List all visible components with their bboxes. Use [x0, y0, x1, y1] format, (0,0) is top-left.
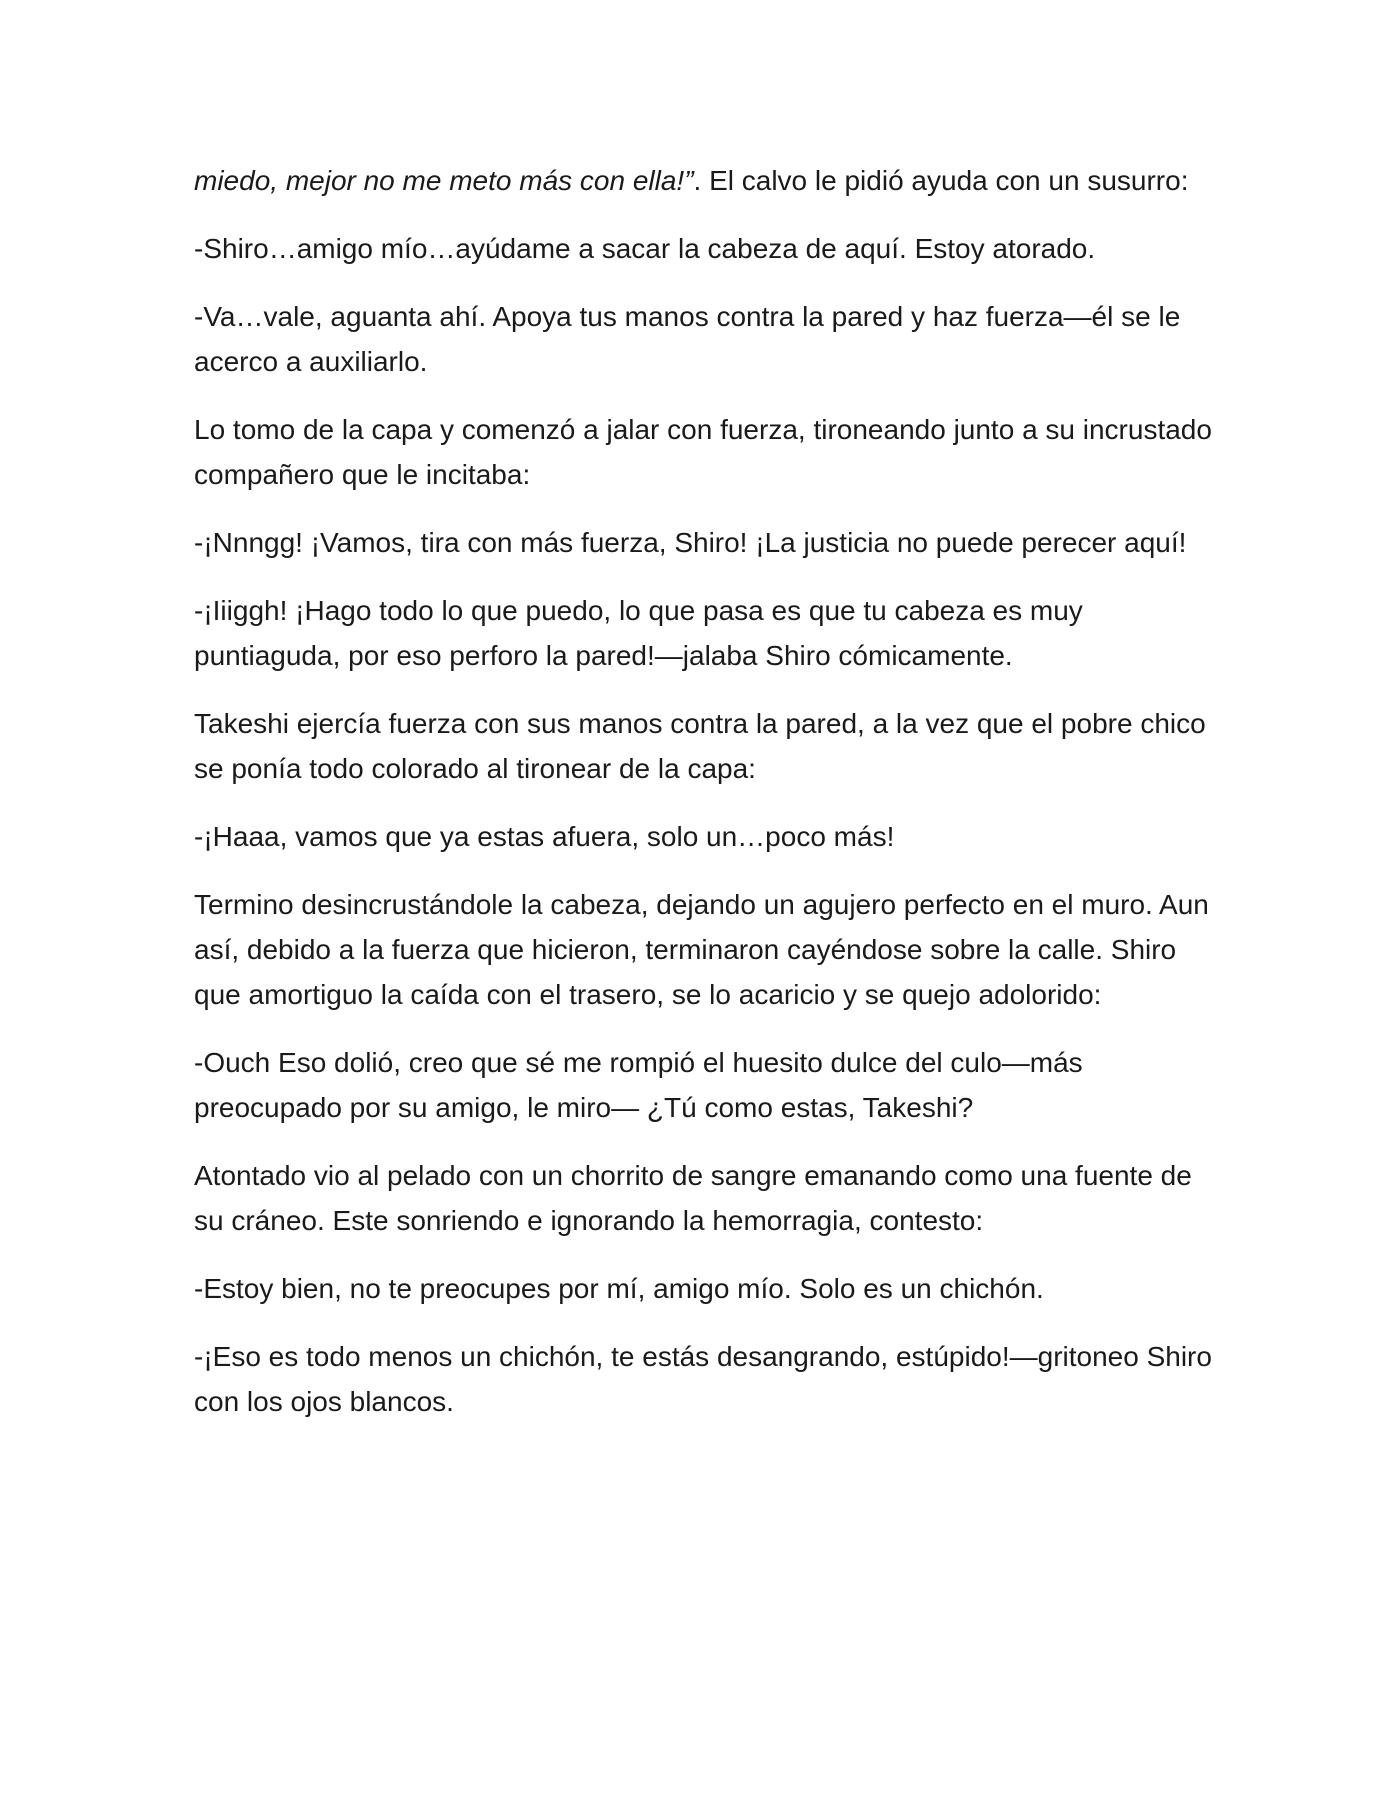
paragraph: -¡Eso es todo menos un chichón, te estás desangrando, estúpido!—gritoneo Shiro con los ojos blancos.: [194, 1341, 1212, 1417]
paragraph: -Shiro…amigo mío…ayúdame a sacar la cabeza de aquí. Estoy atorado.: [194, 233, 1096, 264]
paragraph: -Va…vale, aguanta ahí. Apoya tus manos contra la pared y haz fuerza—él se le acerco a auxiliarlo.: [194, 301, 1181, 377]
paragraph: Lo tomo de la capa y comenzó a jalar con fuerza, tironeando junto a su incrustado compañero que le incitaba:: [194, 414, 1212, 490]
paragraph: Atontado vio al pelado con un chorrito de sangre emanando como una fuente de su cráneo. Este sonriendo e ignorando la hemorragia, contesto:: [194, 1160, 1192, 1236]
paragraph: [194, 158, 1224, 203]
paragraph: -¡Nnngg! ¡Vamos, tira con más fuerza, Shiro! ¡La justicia no puede perecer aquí!: [194, 527, 1187, 558]
paragraph: -¡Haaa, vamos que ya estas afuera, solo un…poco más!: [194, 821, 895, 852]
italic-text: miedo, mejor no me meto más con ella!”: [194, 165, 694, 196]
paragraph-text: . El calvo le pidió ayuda con un susurro:: [693, 165, 1189, 196]
paragraph: -Ouch Eso dolió, creo que sé me rompió el huesito dulce del culo—más preocupado por su amigo, le miro— ¿Tú como estas, Takeshi?: [194, 1047, 1083, 1123]
paragraph: -Estoy bien, no te preocupes por mí, amigo mío. Solo es un chichón.: [194, 1273, 1044, 1304]
paragraph: Termino desincrustándole la cabeza, dejando un agujero perfecto en el muro. Aun así, debido a la fuerza que hicieron, terminaron cayéndose sobre la calle. Shiro que amortiguo la caída con el trasero, se lo acaricio y se quejo adolorido:: [194, 889, 1209, 1010]
paragraph: -¡Iiiggh! ¡Hago todo lo que puedo, lo que pasa es que tu cabeza es muy puntiaguda, por eso perforo la pared!—jalaba Shiro cómicamente.: [194, 595, 1083, 671]
document-body: [194, 158, 1224, 1447]
paragraph: Takeshi ejercía fuerza con sus manos contra la pared, a la vez que el pobre chico se ponía todo colorado al tironear de la capa:: [194, 708, 1206, 784]
